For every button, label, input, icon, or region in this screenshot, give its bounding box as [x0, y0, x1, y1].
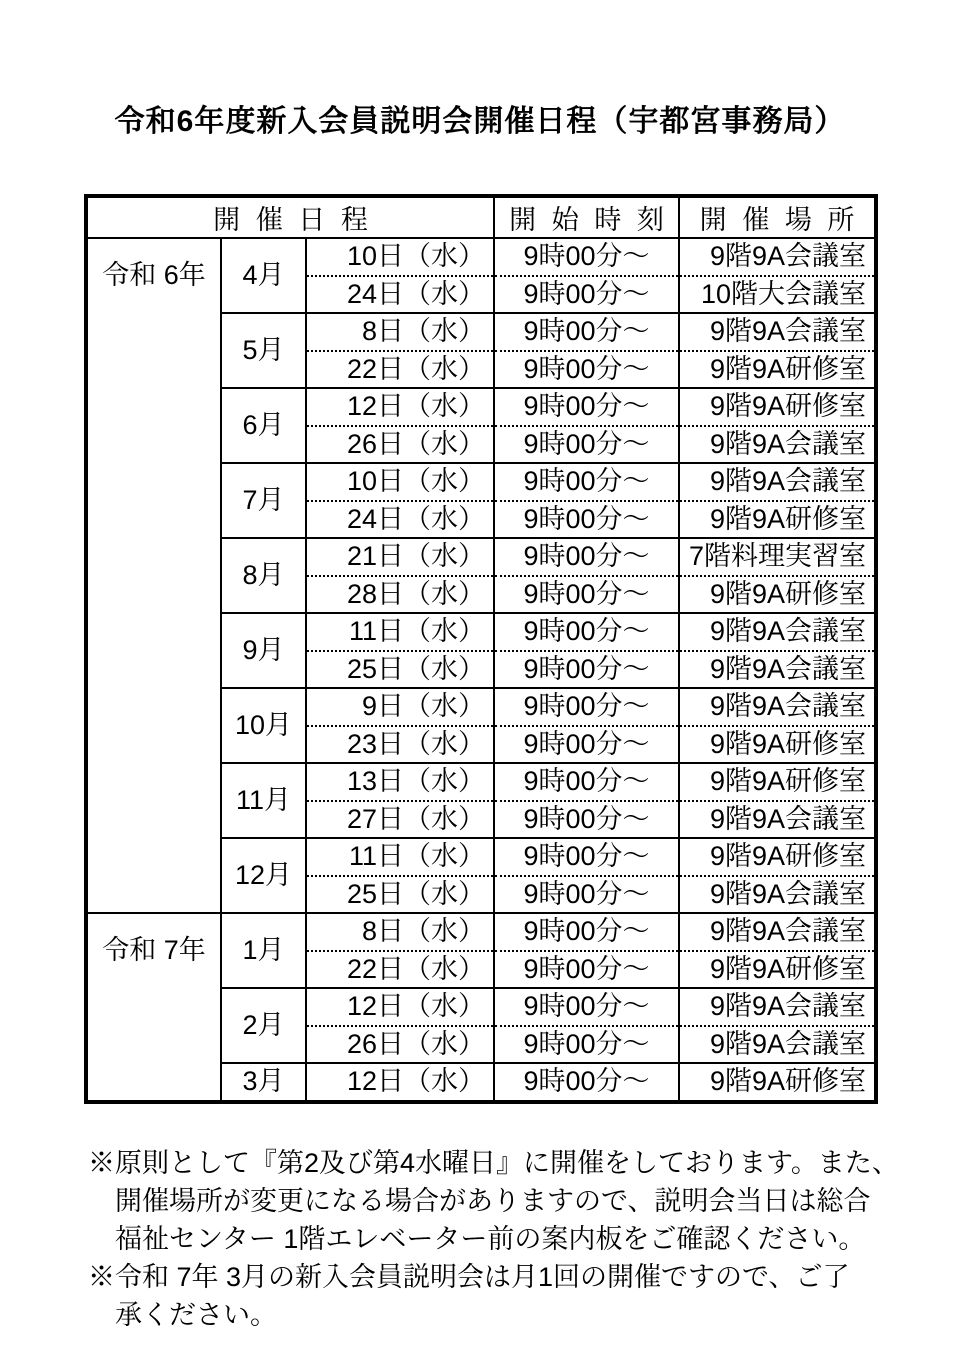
page-title: 令和6年度新入会員説明会開催日程（宇都宮事務局）	[114, 105, 846, 138]
month-cell: 6月	[221, 388, 306, 463]
month-cell: 12月	[221, 838, 306, 913]
day-cell: 11日（水）	[306, 613, 494, 651]
place-cell: 9階9A会議室	[679, 651, 876, 689]
place-cell: 9階9A研修室	[679, 576, 876, 614]
day-cell: 21日（水）	[306, 538, 494, 576]
place-cell: 9階9A会議室	[679, 1026, 876, 1064]
time-cell: 9時00分～	[494, 313, 679, 351]
month-cell: 4月	[221, 238, 306, 313]
month-cell: 9月	[221, 613, 306, 688]
month-cell: 1月	[221, 913, 306, 988]
table-header-row	[86, 196, 876, 238]
day-cell: 12日（水）	[306, 988, 494, 1026]
time-cell: 9時00分～	[494, 876, 679, 914]
time-cell: 9時00分～	[494, 576, 679, 614]
note-line: 開催場所が変更になる場合がありますので、説明会当日は総合	[115, 1185, 871, 1216]
place-cell: 9階9A研修室	[679, 501, 876, 539]
time-cell: 9時00分～	[494, 501, 679, 539]
place-cell: 9階9A会議室	[679, 238, 876, 276]
time-cell: 9時00分～	[494, 238, 679, 276]
place-cell: 9階9A研修室	[679, 351, 876, 389]
time-cell: 9時00分～	[494, 651, 679, 689]
time-cell: 9時00分～	[494, 1026, 679, 1064]
day-cell: 25日（水）	[306, 876, 494, 914]
time-cell: 9時00分～	[494, 913, 679, 951]
time-cell: 9時00分～	[494, 351, 679, 389]
month-cell: 11月	[221, 763, 306, 838]
place-cell: 9階9A研修室	[679, 726, 876, 764]
time-cell: 9時00分～	[494, 1063, 679, 1102]
time-cell: 9時00分～	[494, 688, 679, 726]
year-label: 令和 7年	[102, 934, 206, 965]
day-cell: 28日（水）	[306, 576, 494, 614]
year-cell	[86, 913, 221, 1102]
time-cell: 9時00分～	[494, 838, 679, 876]
day-cell: 22日（水）	[306, 951, 494, 989]
day-cell: 24日（水）	[306, 501, 494, 539]
header-start-time: 開 始 時 刻	[494, 196, 679, 238]
place-cell: 9階9A会議室	[679, 613, 876, 651]
header-schedule-date: 開 催 日 程	[86, 196, 494, 238]
day-cell: 10日（水）	[306, 463, 494, 501]
time-cell: 9時00分～	[494, 801, 679, 839]
month-cell: 5月	[221, 313, 306, 388]
time-cell: 9時00分～	[494, 951, 679, 989]
time-cell: 9時00分～	[494, 763, 679, 801]
day-cell: 27日（水）	[306, 801, 494, 839]
place-cell: 9階9A会議室	[679, 801, 876, 839]
day-cell: 23日（水）	[306, 726, 494, 764]
day-cell: 8日（水）	[306, 313, 494, 351]
year-label: 令和 6年	[102, 259, 206, 290]
day-cell: 12日（水）	[306, 1063, 494, 1102]
place-cell: 9階9A研修室	[679, 1063, 876, 1102]
header-location: 開 催 場 所	[679, 196, 876, 238]
day-cell: 10日（水）	[306, 238, 494, 276]
place-cell: 9階9A研修室	[679, 763, 876, 801]
time-cell: 9時00分～	[494, 463, 679, 501]
time-cell: 9時00分～	[494, 613, 679, 651]
day-cell: 24日（水）	[306, 276, 494, 314]
place-cell: 9階9A会議室	[679, 426, 876, 464]
time-cell: 9時00分～	[494, 538, 679, 576]
time-cell: 9時00分～	[494, 988, 679, 1026]
place-cell: 9階9A研修室	[679, 388, 876, 426]
time-cell: 9時00分～	[494, 726, 679, 764]
notes	[88, 1144, 899, 1334]
day-cell: 26日（水）	[306, 1026, 494, 1064]
table-row	[86, 238, 876, 276]
place-cell: 9階9A会議室	[679, 913, 876, 951]
month-cell: 7月	[221, 463, 306, 538]
month-cell: 10月	[221, 688, 306, 763]
schedule-table	[84, 194, 878, 1104]
table-row	[86, 913, 876, 951]
place-cell: 9階9A会議室	[679, 688, 876, 726]
year-cell	[86, 238, 221, 913]
place-cell: 9階9A研修室	[679, 951, 876, 989]
time-cell: 9時00分～	[494, 388, 679, 426]
place-cell: 9階9A会議室	[679, 876, 876, 914]
day-cell: 11日（水）	[306, 838, 494, 876]
note-line: 承ください。	[115, 1299, 277, 1330]
place-cell: 9階9A会議室	[679, 463, 876, 501]
place-cell: 7階料理実習室	[679, 538, 876, 576]
place-cell: 9階9A研修室	[679, 838, 876, 876]
day-cell: 22日（水）	[306, 351, 494, 389]
day-cell: 12日（水）	[306, 388, 494, 426]
note-line: 福祉センター 1階エレベーター前の案内板をご確認ください。	[115, 1223, 866, 1254]
time-cell: 9時00分～	[494, 426, 679, 464]
day-cell: 8日（水）	[306, 913, 494, 951]
place-cell: 9階9A会議室	[679, 988, 876, 1026]
day-cell: 9日（水）	[306, 688, 494, 726]
note-line: ※原則として『第2及び第4水曜日』に開催をしております。また、	[88, 1147, 899, 1178]
month-cell: 3月	[221, 1063, 306, 1102]
month-cell: 2月	[221, 988, 306, 1063]
day-cell: 13日（水）	[306, 763, 494, 801]
note-line: ※令和 7年 3月の新入会員説明会は月1回の開催ですので、ご了	[88, 1261, 850, 1292]
day-cell: 25日（水）	[306, 651, 494, 689]
month-cell: 8月	[221, 538, 306, 613]
place-cell: 9階9A会議室	[679, 313, 876, 351]
time-cell: 9時00分～	[494, 276, 679, 314]
place-cell: 10階大会議室	[679, 276, 876, 314]
day-cell: 26日（水）	[306, 426, 494, 464]
